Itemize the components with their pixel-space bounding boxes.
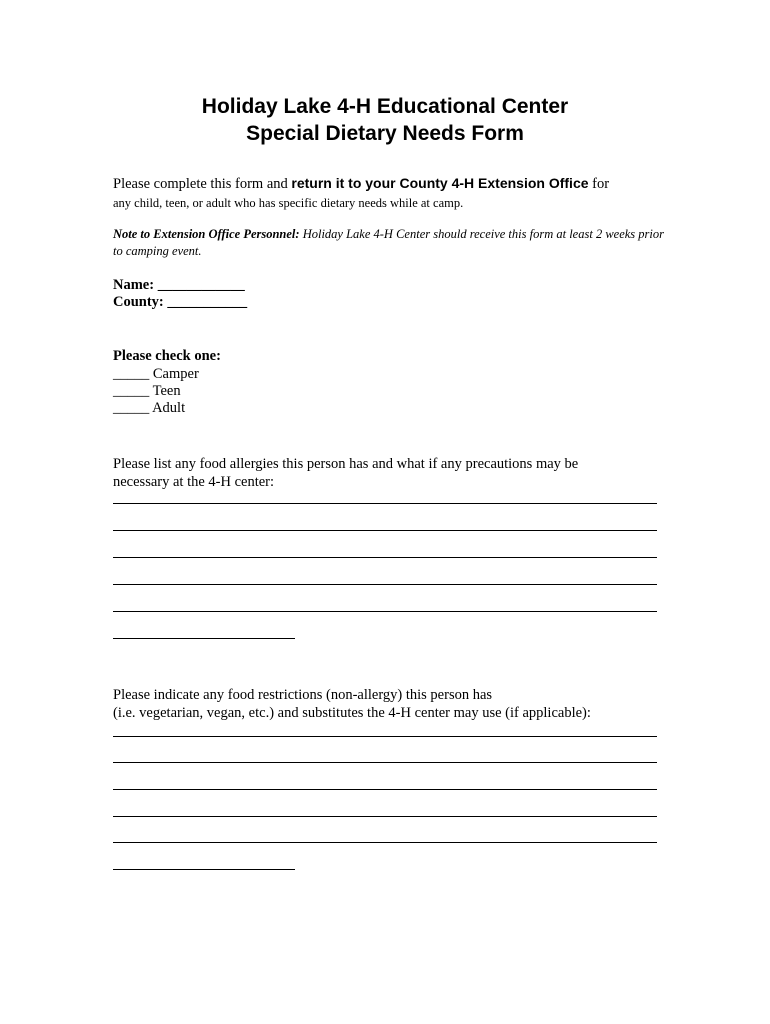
restrictions-answer-line[interactable] — [113, 736, 657, 737]
form-title-line-1: Holiday Lake 4-H Educational Center — [201, 95, 569, 118]
intro-bold-instruction: return it to your County 4-H Extension Office — [291, 175, 589, 191]
name-field[interactable]: Name: ____________ — [113, 277, 245, 293]
allergy-answer-line[interactable] — [113, 530, 657, 531]
option-teen[interactable]: _____ Teen — [113, 383, 181, 399]
allergy-prompt-line-2: necessary at the 4-H center: — [113, 474, 275, 490]
intro-paragraph — [113, 173, 673, 212]
restrictions-answer-line[interactable] — [113, 842, 657, 843]
intro-suffix: for — [588, 176, 610, 192]
extension-office-note — [113, 226, 673, 260]
allergy-answer-line[interactable] — [113, 584, 657, 585]
restrictions-prompt-line-1: Please indicate any food restrictions (non-allergy) this person has — [113, 687, 493, 703]
county-field[interactable]: County: ___________ — [113, 294, 248, 310]
allergy-prompt — [113, 455, 673, 491]
check-one-heading: Please check one: — [113, 348, 221, 364]
allergy-answer-line[interactable] — [113, 557, 657, 558]
restrictions-answer-line-short[interactable] — [113, 869, 295, 870]
restrictions-answer-line[interactable] — [113, 789, 657, 790]
option-adult[interactable]: _____ Adult — [113, 400, 186, 416]
intro-line-2: any child, teen, or adult who has specific dietary needs while at camp. — [113, 196, 464, 210]
allergy-answer-line[interactable] — [113, 503, 657, 504]
restrictions-answer-line[interactable] — [113, 816, 657, 817]
restrictions-answer-line[interactable] — [113, 762, 657, 763]
allergy-answer-line-short[interactable] — [113, 638, 295, 639]
allergy-prompt-line-1: Please list any food allergies this person has and what if any precautions may be — [113, 456, 579, 472]
restrictions-prompt — [113, 686, 673, 722]
restrictions-prompt-line-2: (i.e. vegetarian, vegan, etc.) and substitutes the 4-H center may use (if applicable): — [113, 705, 591, 721]
form-title-line-2: Special Dietary Needs Form — [246, 122, 524, 145]
intro-prefix: Please complete this form and — [113, 176, 292, 192]
option-camper[interactable]: _____ Camper — [113, 366, 199, 382]
note-text: Holiday Lake 4-H Center should receive this form at least 2 weeks prior to camping event. — [113, 227, 664, 258]
note-label: Note to Extension Office Personnel: — [113, 227, 300, 241]
allergy-answer-line[interactable] — [113, 611, 657, 612]
